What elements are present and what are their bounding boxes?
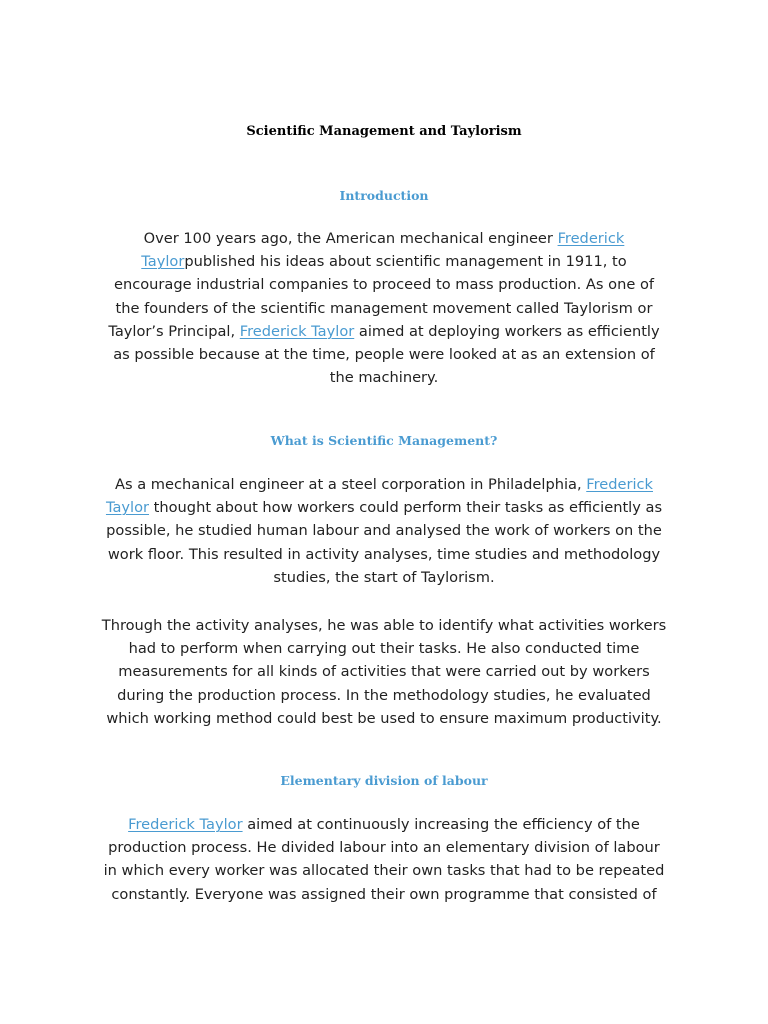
text: had to perform when carrying out their tasks. He also conducted time bbox=[128, 640, 640, 658]
text: possible, he studied human labour and analysed the work of workers on the bbox=[106, 522, 662, 540]
frederick-taylor-link[interactable]: Taylor bbox=[105, 499, 150, 517]
text: As a mechanical engineer at a steel corporation in Philadelphia, bbox=[114, 476, 587, 493]
frederick-taylor-link[interactable]: Taylor bbox=[141, 253, 185, 271]
section-heading-what-is-scientific-management: What is Scientific Management? bbox=[270, 433, 498, 448]
text: aimed at deploying workers as efficiently bbox=[354, 322, 660, 340]
section-heading-elementary-division-of-labour: Elementary division of labour bbox=[280, 773, 488, 788]
frederick-taylor-link[interactable]: Frederick Taylor bbox=[128, 816, 243, 833]
text: thought about how workers could perform their tasks as efficiently as bbox=[149, 499, 663, 517]
text: measurements for all kinds of activities that were carried out by workers bbox=[118, 663, 650, 681]
frederick-taylor-link[interactable]: Frederick bbox=[586, 476, 653, 493]
text: work floor. This resulted in activity analyses, time studies and methodology bbox=[107, 545, 661, 563]
text: studies, the start of Taylorism. bbox=[273, 568, 495, 586]
text: aimed at continuously increasing the efficiency of the bbox=[242, 816, 640, 833]
paragraph-introduction bbox=[84, 227, 684, 389]
frederick-taylor-link[interactable]: Frederick bbox=[557, 230, 625, 247]
paragraph-elementary-division-of-labour bbox=[84, 813, 684, 906]
text: published his ideas about scientific management in 1911, to bbox=[184, 253, 627, 271]
text: Through the activity analyses, he was able to identify what activities workers bbox=[101, 617, 667, 634]
text: Over 100 years ago, the American mechanical engineer bbox=[143, 230, 558, 247]
text: Taylor’s Principal, bbox=[108, 322, 240, 340]
text: encourage industrial companies to proceed to mass production. As one of bbox=[113, 276, 655, 294]
paragraph-what-is-scientific-management bbox=[84, 473, 684, 589]
text: during the production process. In the methodology studies, he evaluated bbox=[117, 686, 651, 704]
document-title: Scientific Management and Taylorism bbox=[246, 124, 522, 139]
text: in which every worker was allocated their own tasks that had to be repeated bbox=[103, 862, 665, 880]
text: production process. He divided labour into an elementary division of labour bbox=[108, 839, 660, 857]
text: the founders of the scientific management movement called Taylorism or bbox=[115, 299, 653, 317]
paragraph-activity-analyses bbox=[84, 614, 684, 730]
text: the machinery. bbox=[329, 369, 439, 387]
text: constantly. Everyone was assigned their own programme that consisted of bbox=[111, 885, 657, 903]
text: which working method could best be used to ensure maximum productivity. bbox=[106, 709, 662, 727]
text: as possible because at the time, people were looked at as an extension of bbox=[113, 346, 655, 364]
frederick-taylor-link[interactable]: Frederick Taylor bbox=[239, 322, 355, 340]
section-heading-introduction: Introduction bbox=[339, 188, 429, 203]
